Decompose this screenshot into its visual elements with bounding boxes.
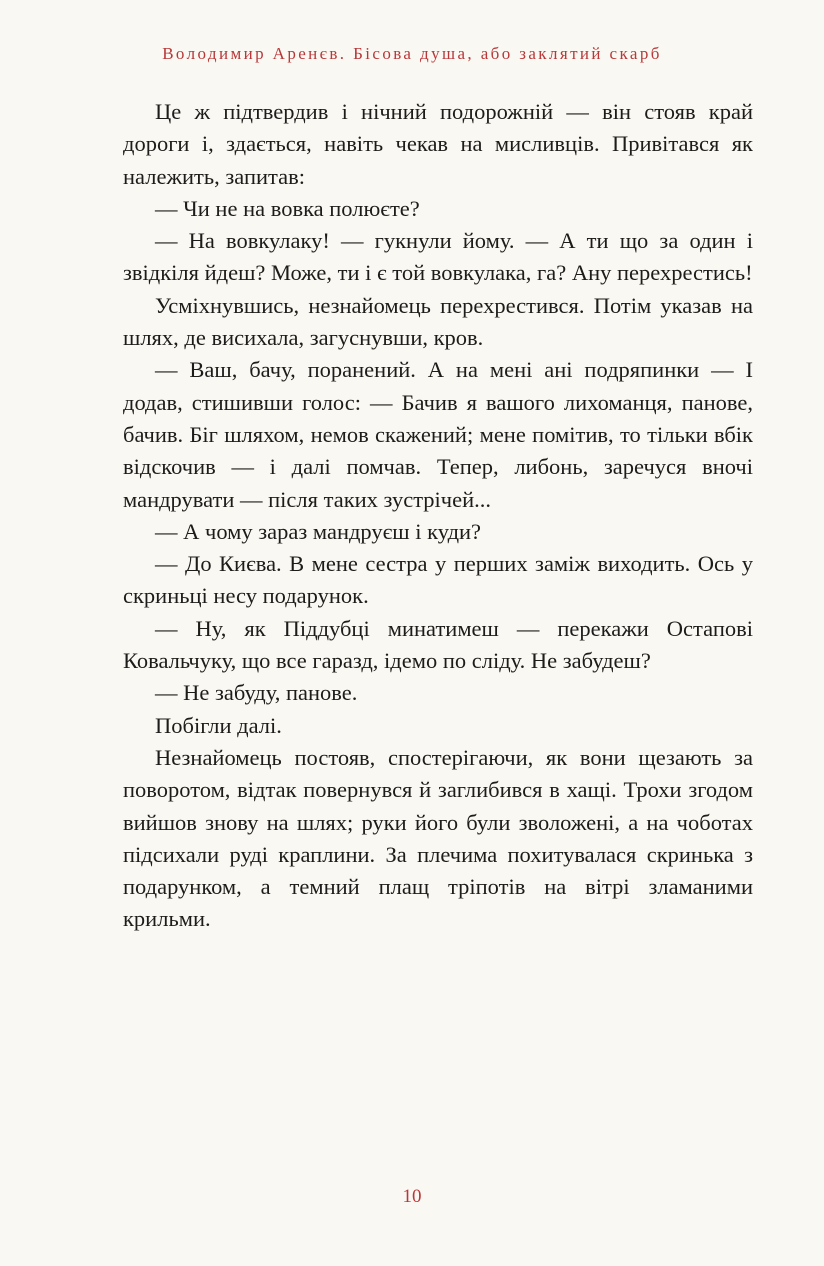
body-text: [123, 96, 753, 936]
paragraph: — Чи не на вовка полюєте?: [155, 195, 420, 221]
paragraph: Усміхнувшись, незнайомець перехрестився. Потім указав на шлях, де висихала, загуснувши, кров.: [123, 292, 753, 351]
paragraph: — Не забуду, панове.: [155, 680, 358, 706]
paragraph: Незнайомець постояв, спостерігаючи, як вони щезають за поворотом, відтак повернувся й заглибився в хащі. Трохи згодом вийшов знову на шлях; руки його були зволожені, а на чоботах підсихали руді краплини. За плечима похитувалася скринька з подарунком, а темний плащ тріпотів на вітрі зламаними крильми.: [123, 744, 753, 932]
paragraph: — А чому зараз мандруєш і куди?: [155, 518, 482, 544]
paragraph: Побігли далі.: [155, 712, 282, 738]
running-header: Володимир Аренєв. Бісова душа, або заклятий скарб: [162, 44, 662, 63]
page-number: 10: [402, 1186, 422, 1207]
paragraph: Це ж підтвердив і нічний подорожній — він стояв край дороги і, здається, навіть чекав на мисливців. Привітався як належить, запитав:: [123, 99, 753, 189]
paragraph: — Ваш, бачу, поранений. А на мені ані подряпинки — І додав, стишивши голос: — Бачив я вашого лихоманця, панове, бачив. Біг шляхом, немов скажений; мене помітив, то тільки вбік відскочив — і далі помчав. Тепер, либонь, заречуся вночі мандрувати — після таких зустрічей...: [123, 357, 753, 512]
paragraph: — До Києва. В мене сестра у перших заміж виходить. Ось у скриньці несу подарунок.: [123, 551, 753, 609]
paragraph: — Ну, як Піддубці минатимеш — перекажи Остапові Ковальчуку, що все гаразд, ідемо по сліду. Не забудеш?: [123, 615, 753, 674]
paragraph: — На вовкулаку! — гукнули йому. — А ти що за один і звідкіля йдеш? Може, ти і є той вовкулака, га? Ану перехрестись!: [123, 228, 753, 286]
